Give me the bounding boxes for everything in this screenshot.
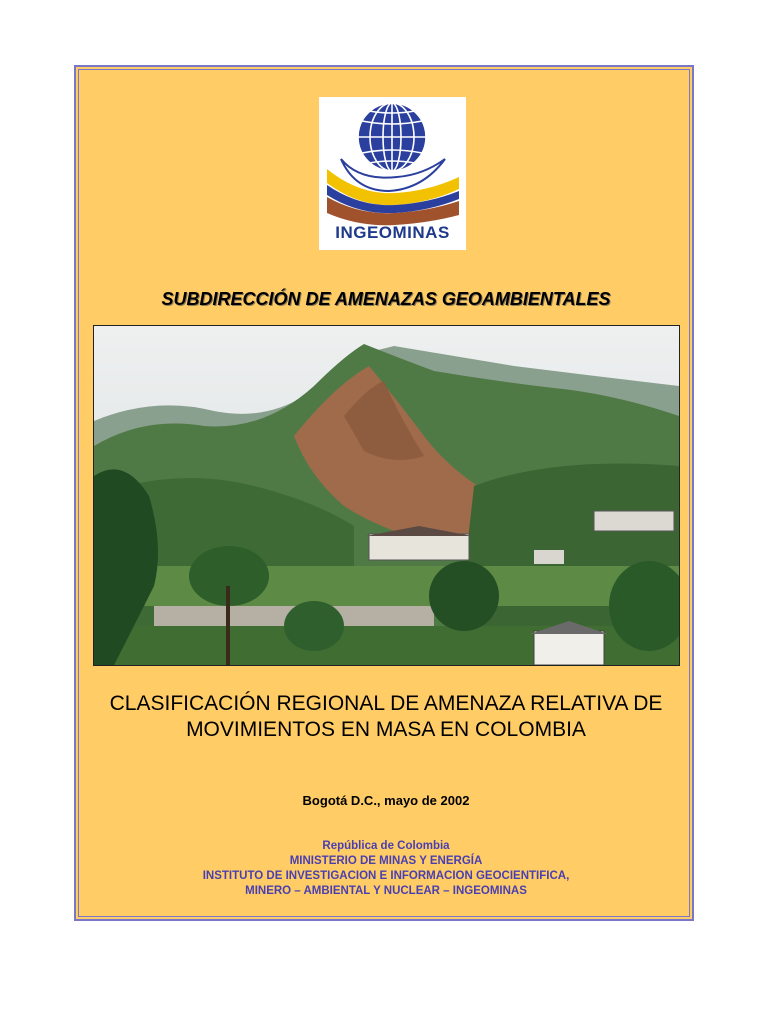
institution-line-2: MINISTERIO DE MINAS Y ENERGÍA bbox=[289, 855, 483, 867]
landslide-mountain-photo bbox=[93, 325, 680, 666]
publication-date: Bogotá D.C., mayo de 2002 bbox=[302, 793, 470, 808]
institution-line-1: República de Colombia bbox=[322, 840, 450, 852]
title-line-2: MOVIMIENTOS EN MASA EN COLOMBIA bbox=[186, 718, 586, 741]
cover-page bbox=[74, 65, 694, 921]
document-title bbox=[76, 691, 696, 743]
institution-line-3: INSTITUTO DE INVESTIGACION E INFORMACION GEOCIENTIFICA, bbox=[202, 870, 570, 882]
institution-line-4: MINERO – AMBIENTAL Y NUCLEAR – INGEOMINAS bbox=[245, 885, 527, 897]
landscape-photo-icon bbox=[94, 326, 679, 665]
subdirection-heading: SUBDIRECCIÓN DE AMENAZAS GEOAMBIENTALES bbox=[161, 289, 611, 309]
logo-wordmark: INGEOMINAS bbox=[335, 223, 450, 242]
ingeominas-logo bbox=[319, 97, 466, 250]
institution-block bbox=[76, 839, 696, 899]
title-line-1: CLASIFICACIÓN REGIONAL DE AMENAZA RELATIVA DE bbox=[109, 692, 663, 715]
